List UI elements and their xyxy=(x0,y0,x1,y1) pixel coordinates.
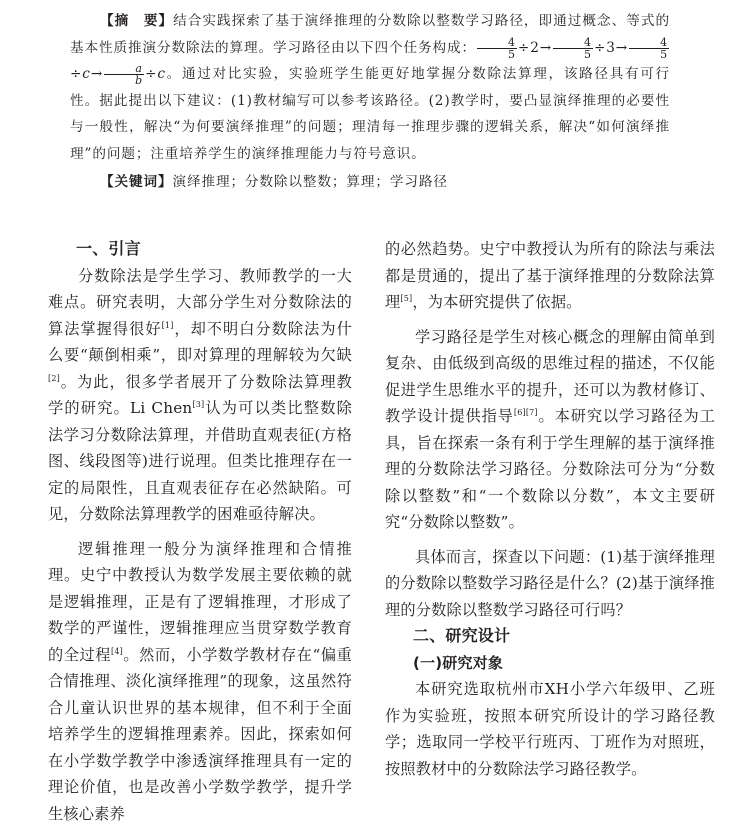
path-variable-c: c xyxy=(82,66,91,82)
fraction-a-b: $\frac{a}{b}$ xyxy=(104,63,144,86)
citation-2: [2] xyxy=(48,373,60,382)
path-arrow: → xyxy=(91,66,103,82)
paragraph-subjects: 本研究选取杭州市XH小学六年级甲、乙班作为实验班，按照本研究所设计的学习路径教学；选取同一学校平行班丙、丁班作为对照班，按照教材中的分数除法学习路径教学。 xyxy=(385,676,715,782)
left-column xyxy=(48,236,352,827)
paragraph-intro-2-cont: 的必然趋势。史宁中教授认为所有的除法与乘法都是贯通的，提出了基于演绎推理的分数除法算理[5]，为本研究提供了依据。 xyxy=(385,236,715,316)
keywords xyxy=(70,169,670,196)
citation-3: [3] xyxy=(192,400,204,409)
path-variable-c-2: c xyxy=(157,66,166,82)
fraction-4-5-a: $\frac{4}{5}$ xyxy=(477,37,517,60)
keywords-tag: 【关键词】 xyxy=(100,174,172,190)
right-column xyxy=(385,236,715,782)
abstract-text: 结合实践探索了基于演绎推理的分数除以整数学习路径，即通过概念、等式的基本性质推演分数除法的算理。学习路径由以下四个任务构成： xyxy=(70,13,670,56)
paragraph-intro-1: 分数除法是学生学习、教师教学的一大难点。研究表明，大部分学生对分数除法的算法掌握得很好[1]，却不明白分数除法为什么要“颠倒相乘”，即对算理的理解较为欠缺[2]。为此，很多学者展开了分数除法算理教学的研究。Li Chen[3]认为可以类比整数除法学习分数除法算理，并借助直观表征(方格图、线段图等)进行说理。但类比推理存在一定的局限性，且直观表征存在必然缺陷。可见，分数除法算理教学的困难亟待解决。 xyxy=(48,263,352,528)
citation-4: [4] xyxy=(111,646,123,655)
abstract-tag: 【摘 要】 xyxy=(100,13,173,29)
citation-6-7: [6][7] xyxy=(514,408,538,417)
paragraph-intro-2: 逻辑推理一般分为演绎推理和合情推理。史宁中教授认为数学发展主要依赖的就是逻辑推理，正是有了逻辑推理，才形成了数学的严谨性，逻辑推理应当贯穿数学教育的全过程[4]。然而，小学数学教材存在“偏重合情推理、淡化演绎推理”的现象，这虽然符合儿童认识世界的基本规律，但不利于全面培养学生的逻辑推理素养。因此，探索如何在小学数学教学中渗透演绎推理具有一定的理论价值，也是改善小学数学教学，提升学生核心素养 xyxy=(48,536,352,827)
path-step-2: ÷3→ xyxy=(594,40,628,56)
keywords-text: 演绎推理；分数除以整数；算理；学习路径 xyxy=(172,174,447,190)
section-heading-intro: 一、引言 xyxy=(48,236,352,263)
path-step-4: ÷ xyxy=(145,66,157,82)
abstract-text-tail: 通过对比实验，实验班学生能更好地掌握分数除法算理，该路径具有可行性。据此提出以下建议：(1)教材编写可以参考该路径。(2)教学时，要凸显演绎推理的必要性与一般性，解决“为何要演绎推理”的问题；理清每一推理步骤的逻辑关系，解决“如何演绎推理”的问题；注重培养学生的演绎推理能力与符号意识。 xyxy=(70,66,670,162)
citation-1: [1] xyxy=(162,320,174,329)
paragraph-learning-path: 学习路径是学生对核心概念的理解由简单到复杂、由低级到高级的思维过程的描述，不仅能促进学生思维水平的提升，还可以为教材修订、教学设计提供指导[6][7]。本研究以学习路径为工具，旨在探索一条有利于学生理解的基于演绎推理的分数除法学习路径。分数除法可分为“分数除以整数”和“一个数除以分数”，本文主要研究“分数除以整数”。 xyxy=(385,324,715,536)
citation-5: [5] xyxy=(400,294,412,303)
abstract-block xyxy=(70,8,670,196)
fraction-4-5-b: $\frac{4}{5}$ xyxy=(553,37,593,60)
path-end: 。 xyxy=(166,66,182,82)
path-step-1: ÷2→ xyxy=(518,40,552,56)
subsection-heading-subjects: (一)研究对象 xyxy=(385,650,715,677)
fraction-4-5-c: $\frac{4}{5}$ xyxy=(629,37,669,60)
abstract-paragraph xyxy=(70,8,670,167)
paragraph-questions: 具体而言，探查以下问题：(1)基于演绎推理的分数除以整数学习路径是什么？(2)基于演绎推理的分数除以整数学习路径可行吗？ xyxy=(385,544,715,624)
path-step-3: ÷ xyxy=(70,66,82,82)
section-heading-design: 二、研究设计 xyxy=(385,623,715,650)
